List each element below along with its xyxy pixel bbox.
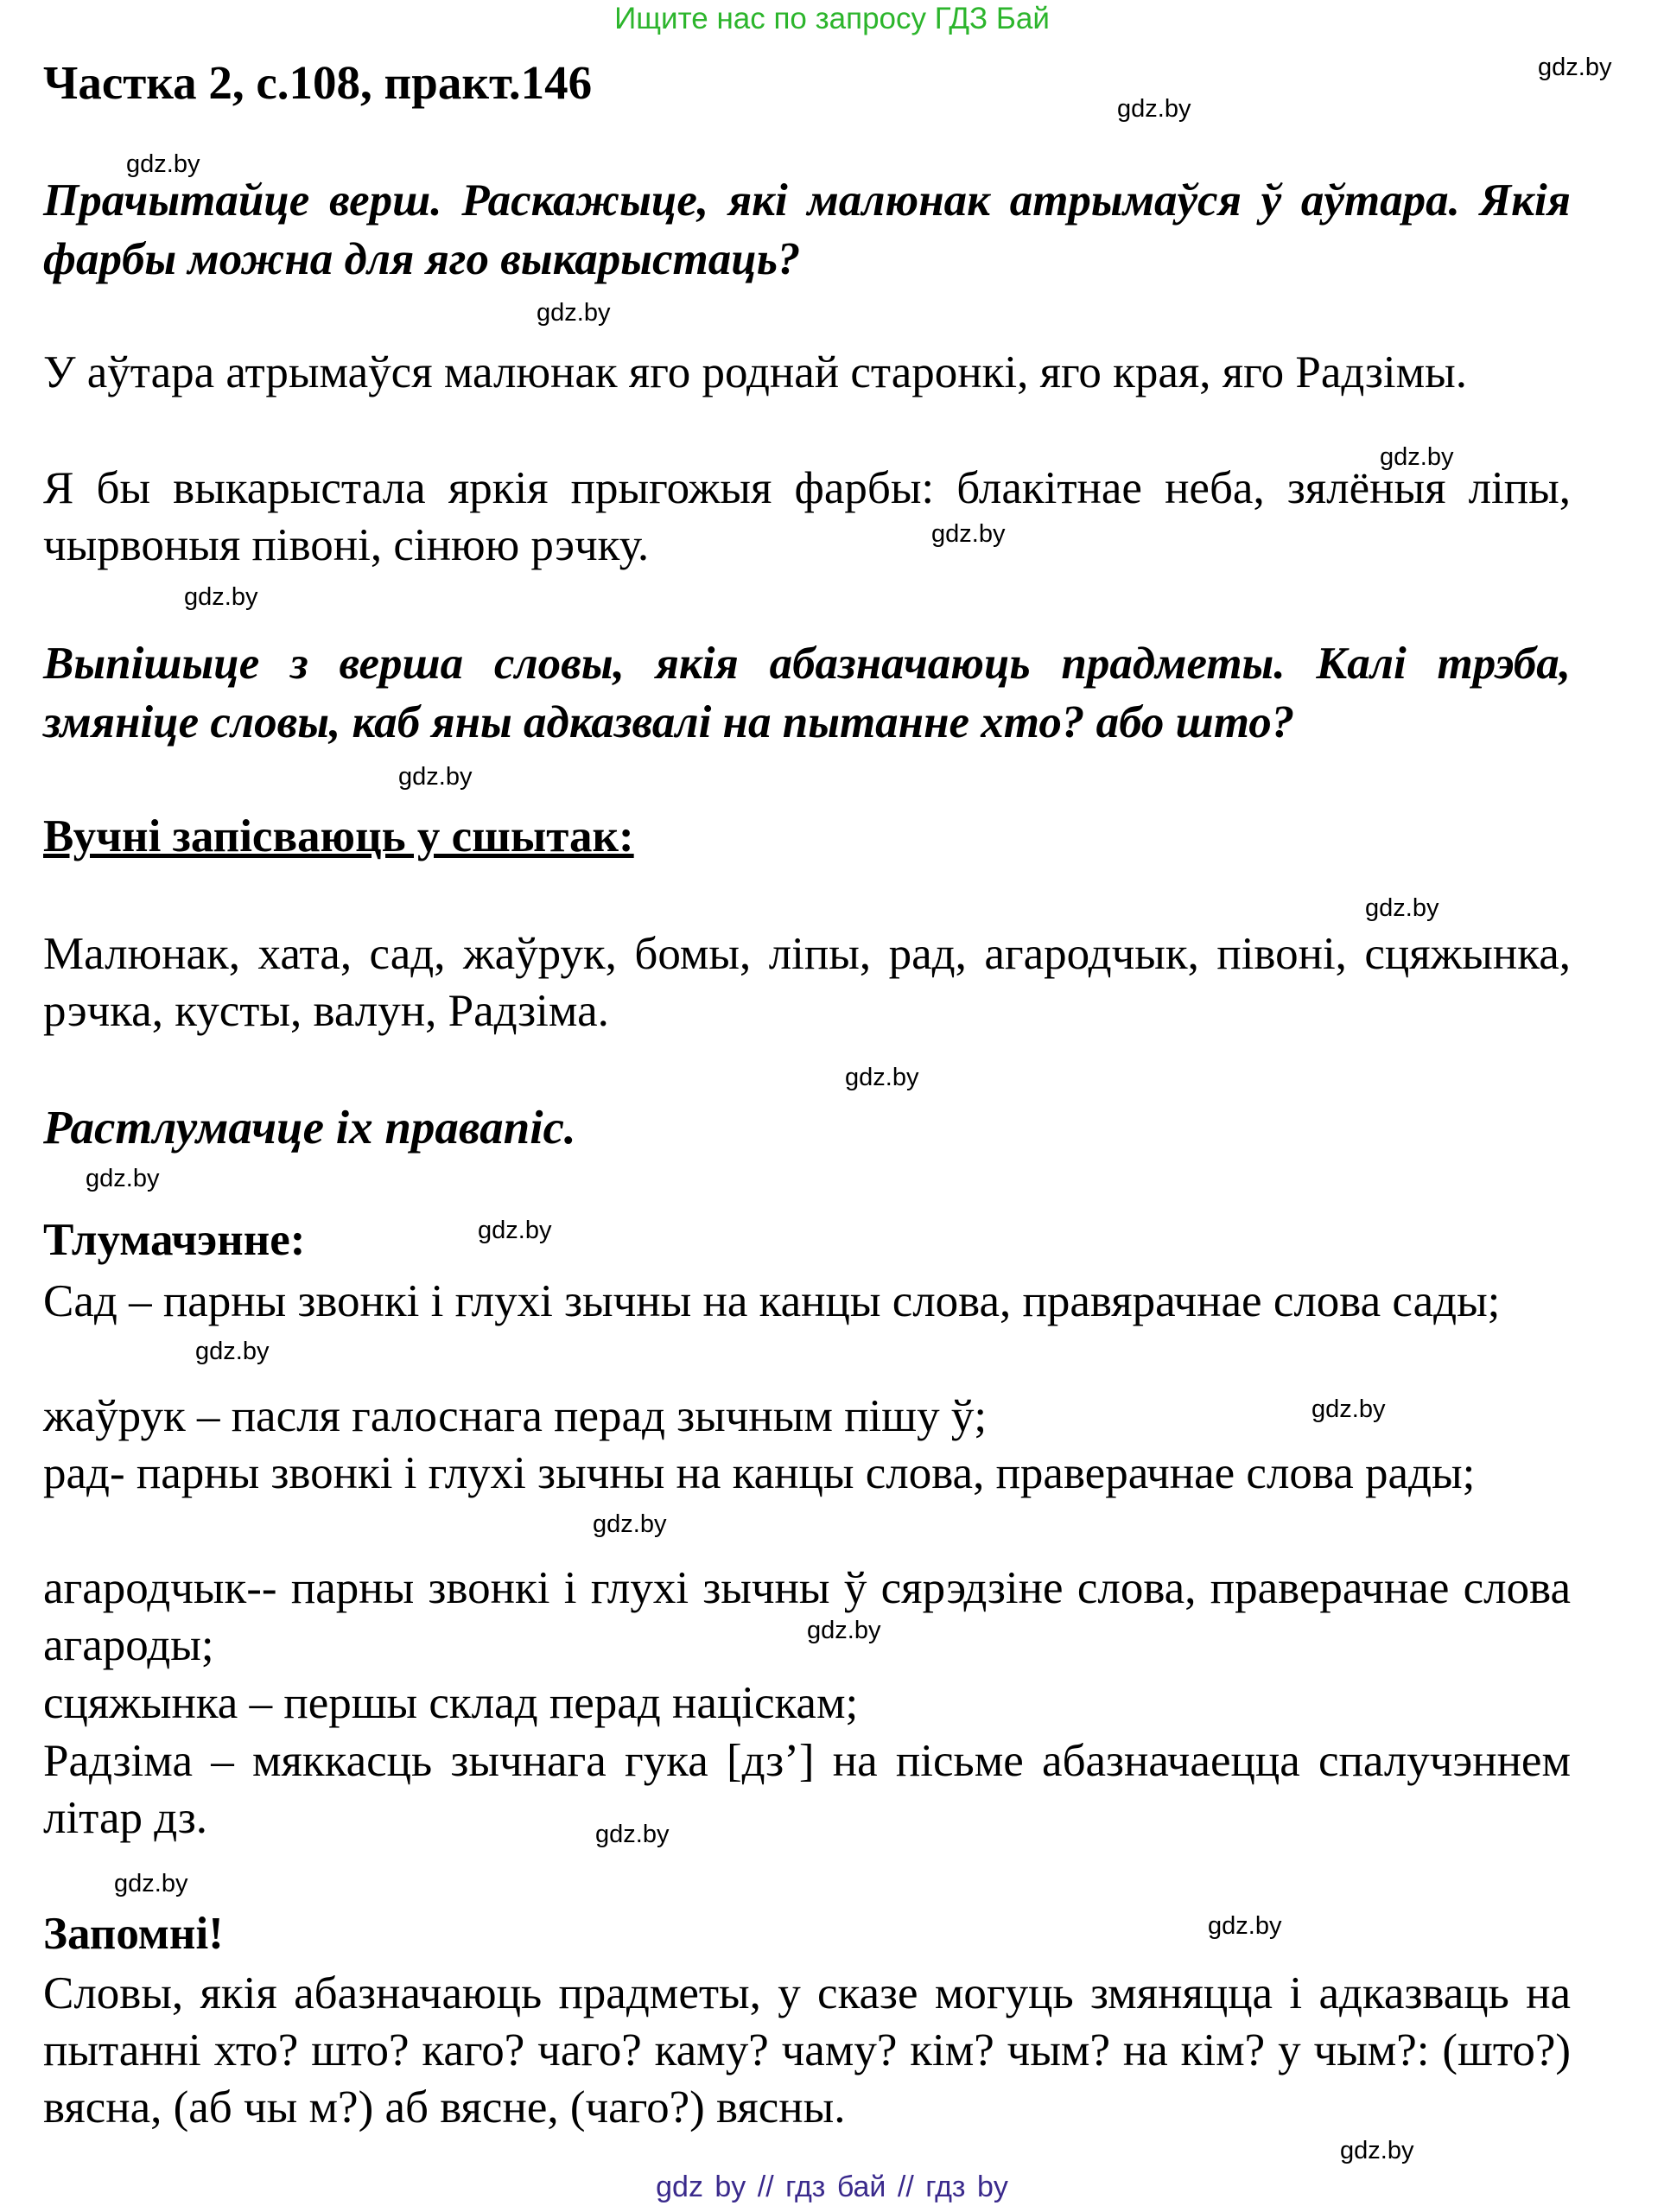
watermark: gdz.by — [86, 1165, 160, 1192]
remember-heading: Запомні! — [43, 1909, 224, 1959]
task-read-poem: Прачытайце верш. Раскажыце, які малюнак атрымаўся ў аўтара. Якія фарбы можна для яго выкарыстаць? — [43, 175, 1571, 284]
explanation-heading: Тлумачэнне: — [43, 1215, 306, 1265]
explanation-radzima: Радзіма – мяккасць зычнага гука [дз’] на пісьме абазначаецца спалучэннем літар дз. — [43, 1736, 1571, 1843]
watermark: gdz.by — [807, 1617, 881, 1644]
watermark: gdz.by — [195, 1338, 270, 1365]
explanation-rad: рад- парны звонкі і глухі зычны на канцы слова, праверачнае слова рады; — [43, 1448, 1476, 1498]
remember-text: Словы, якія абазначаюць прадметы, у сказе могуць змяняцца і адказваць на пытанні хто? што? каго? чаго? каму? чаму? кім? чым? на кім? у чым?: (што?) вясна, (аб чы м?) аб вясне, (чаго?) вясны. — [43, 1968, 1571, 2133]
explanation-scyazhynka: сцяжынка – першы склад перад націскам; — [43, 1678, 859, 1728]
watermark: gdz.by — [1380, 443, 1454, 471]
task-explain-spelling: Растлумачце іх правапіс. — [43, 1101, 576, 1154]
watermark: gdz.by — [1365, 894, 1439, 922]
watermark: gdz.by — [1117, 95, 1191, 123]
watermark: gdz.by — [1208, 1912, 1282, 1940]
watermark: gdz.by — [398, 763, 473, 791]
watermark: gdz.by — [478, 1217, 552, 1244]
explanation-agarodchyk: агародчык-- парны звонкі і глухі зычны ў сярэдзіне слова, праверачнае слова агароды; — [43, 1563, 1571, 1670]
watermark: gdz.by — [845, 1064, 919, 1091]
notebook-heading: Вучні запісваюць у сшытак: — [43, 811, 634, 861]
footer-watermark: gdz by // гдз бай // гдз by — [656, 2171, 1008, 2203]
answer-colors: Я бы выкарыстала яркія прыгожыя фарбы: блакітнае неба, зялёныя ліпы, чырвоныя півоні, сінюю рэчку. — [43, 463, 1571, 570]
explanation-zhauruk: жаўрук – пасля галоснага перад зычным пішу ў; — [43, 1391, 988, 1441]
watermark: gdz.by — [1538, 54, 1612, 81]
watermark: gdz.by — [537, 299, 611, 327]
watermark: gdz.by — [114, 1870, 188, 1897]
page-title: Частка 2, с.108, практ.146 — [43, 56, 593, 109]
answer-drawing: У аўтара атрымаўся малюнак яго роднай старонкі, яго края, яго Радзімы. — [43, 347, 1468, 397]
watermark: gdz.by — [593, 1510, 667, 1538]
watermark: gdz.by — [931, 520, 1006, 548]
watermark: gdz.by — [126, 150, 200, 178]
watermark: gdz.by — [1340, 2137, 1414, 2164]
task-write-words: Выпішыце з верша словы, якія абазначаюць прадметы. Калі трэба, змяніце словы, каб яны адказвалі на пытанне хто? або што? — [43, 639, 1571, 747]
search-banner: Ищите нас по запросу ГДЗ Бай — [614, 2, 1050, 35]
words-list: Малюнак, хата, сад, жаўрук, бомы, ліпы, рад, агародчык, півоні, сцяжынка, рэчка, кусты, валун, Радзіма. — [43, 929, 1571, 1036]
watermark: gdz.by — [1312, 1395, 1386, 1423]
watermark: gdz.by — [184, 583, 258, 611]
watermark: gdz.by — [595, 1821, 670, 1848]
explanation-sad: Сад – парны звонкі і глухі зычны на канцы слова, правярачнае слова сады; — [43, 1276, 1501, 1326]
